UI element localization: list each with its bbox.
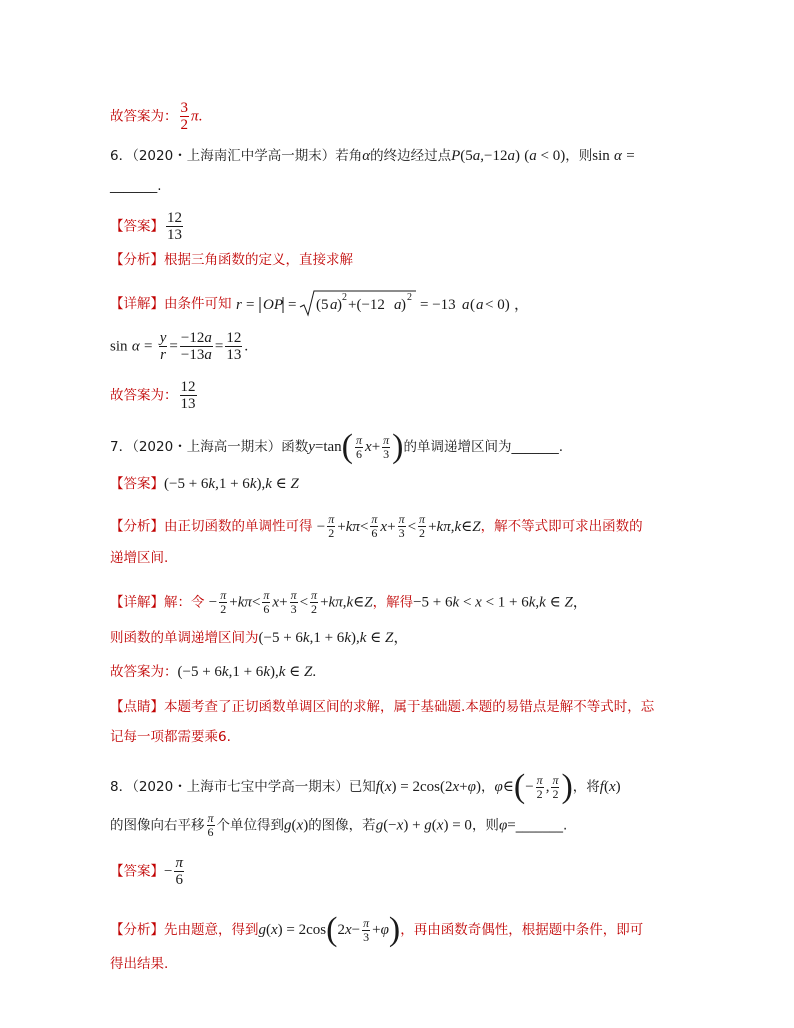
comment-q7: 【点睛】本题考查了正切函数单调区间的求解，属于基础题.本题的易错点是解不等式时，忘 xyxy=(110,699,655,715)
svg-text:2: 2 xyxy=(341,292,347,303)
svg-text:a: a xyxy=(329,297,338,313)
question-8-cont: 的图像向右平移 $\frac{\pi}{6}$ 个单位得到g(x)的图像，若g(−x) + g(x) = 0，则φ=_______. xyxy=(110,811,568,839)
answer-line-q5: 故答案为： $\frac{3}{2}$ π. xyxy=(110,100,203,133)
question-number: 7． xyxy=(110,439,133,455)
svg-text:a: a xyxy=(461,297,470,313)
detail-tag: 【详解】 xyxy=(110,296,164,312)
analysis-q8-cont: 得出结果. xyxy=(110,956,169,972)
question-8: 8．（2020・上海市七宝中学高一期末）已知f(x) = 2cos(2x+φ)，φ∈(− $\frac{\pi}{2}$ , $\frac{\pi}{2}$ )，将f(x) xyxy=(110,768,621,805)
svg-text:< 0): < 0) xyxy=(484,297,510,313)
svg-text:OP: OP xyxy=(262,297,283,313)
question-6: 6．（2020・上海南汇中学高一期末）若角α的终边经过点P(5a,−12a) (a < 0)，则sin α = xyxy=(110,148,635,164)
comment-tag: 【点睛】 xyxy=(110,699,164,715)
answer-line-q7: 【答案】(−5 + 6k,1 + 6k),k ∈ Z xyxy=(110,476,299,492)
answer-line-q6: 【答案】 $\frac{12}{13}$ xyxy=(110,210,182,243)
question-7: 7．（2020・上海高一期末）函数y=tan( $\frac{\pi}{6}$ x+ $\frac{\pi}{3}$ )的单调递增区间为_______. xyxy=(110,428,564,465)
svg-text:，: ， xyxy=(513,297,529,313)
detail-q6: 【详解】由条件可知 r = OP = (5 a ) 2 +(−12 a ) 2 = −13 a ( a < 0) ， xyxy=(110,289,526,319)
final-answer-q7: 故答案为：(−5 + 6k,1 + 6k),k ∈ Z. xyxy=(110,664,317,680)
detail-q6-sin: sin α = $\frac{y}{r}$ = $\frac{-12a}{-13a}$ = $\frac{12}{13}$ . xyxy=(110,330,249,363)
svg-text:): ) xyxy=(336,297,342,313)
svg-text:+(−12: +(−12 xyxy=(347,297,385,313)
fraction: $\frac{3}{2}$ xyxy=(180,100,188,133)
svg-text:2: 2 xyxy=(406,292,412,303)
answer-label: 故答案为： xyxy=(110,108,178,125)
svg-text:(5: (5 xyxy=(315,297,329,313)
svg-text:=: = xyxy=(287,297,297,313)
analysis-q7: 【分析】由正切函数的单调性可得 − $\frac{\pi}{2}$ +kπ< $\frac{\pi}{6}$ x+ $\frac{\pi}{3}$ < $\frac{\pi}{2}$ +kπ,k∈Z，解不等式即可求出函数的 xyxy=(110,512,643,540)
comment-q7-cont: 记每一项都需要乘6. xyxy=(110,729,231,745)
question-source: （2020・上海南汇中学高一期末）若角 xyxy=(132,148,363,164)
svg-text:a: a xyxy=(393,297,402,313)
question-number: 6． xyxy=(110,148,133,164)
analysis-q6: 【分析】根据三角函数的定义，直接求解 xyxy=(110,252,353,268)
svg-text:a: a xyxy=(475,297,484,313)
answer-line-q8: 【答案】− $\frac{\pi}{6}$ xyxy=(110,855,183,888)
question-number: 8． xyxy=(110,779,133,795)
svg-text:=: = xyxy=(245,297,255,313)
detail-q7: 【详解】解：令 − $\frac{\pi}{2}$ +kπ< $\frac{\pi}{6}$ x+ $\frac{\pi}{3}$ < $\frac{\pi}{2}$ +kπ,k∈Z，解得−5 + 6k < x < 1 + 6k,k ∈ Z， xyxy=(110,588,588,616)
svg-text:r: r xyxy=(235,297,242,313)
svg-text:(: ( xyxy=(469,297,475,313)
analysis-q8: 【分析】先由题意，得到g(x) = 2cos(2x− $\frac{\pi}{3}$ +φ)，再由函数奇偶性，根据题中条件，即可 xyxy=(110,911,644,948)
analysis-q7-cont: 递增区间. xyxy=(110,550,169,566)
analysis-tag: 【分析】 xyxy=(110,252,164,268)
svg-text:= −13: = −13 xyxy=(419,297,456,313)
answer-tag: 【答案】 xyxy=(110,218,164,235)
svg-text:): ) xyxy=(400,297,406,313)
formula-r xyxy=(235,289,529,319)
final-answer-q6: 故答案为： $\frac{12}{13}$ xyxy=(110,379,196,412)
detail-q7-result: 则函数的单调递增区间为(−5 + 6k,1 + 6k),k ∈ Z， xyxy=(110,630,409,646)
blank-line: _______. xyxy=(110,178,162,194)
